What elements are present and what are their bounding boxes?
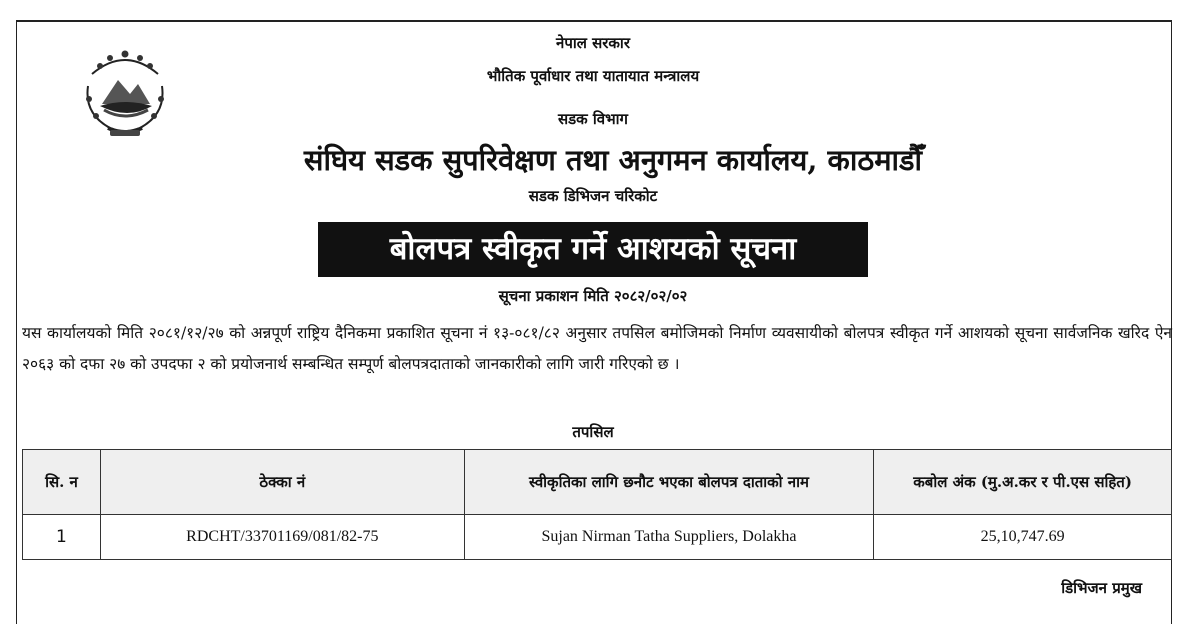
notice-body: यस कार्यालयको मिति २०८१/१२/२७ को अन्नपूर्ण राष्ट्रिय दैनिकमा प्रकाशित सूचना नं १३-०८१/८२ अनुसार तपसिल बमोजिमको निर्माण व्यवसायीको बोलपत्र स्वीकृत गर्ने आशयको सूचना सार्वजनिक खरिद ऐन २०६३ को दफा २७ को उपदफा २ को प्रयोजनार्थ सम्बन्धित सम्पूर्ण बोलपत्रदाताको जानकारीको लागि जारी गरिएको छ । <box>22 324 1172 373</box>
govt-name: नेपाल सरकार <box>556 34 630 52</box>
nepal-emblem-icon <box>80 44 170 144</box>
header-contract-no: ठेक्का नं <box>100 450 464 515</box>
publish-date: सूचना प्रकाशन मिति २०८२/०२/०२ <box>498 287 688 305</box>
cell-bidder-name: Sujan Nirman Tatha Suppliers, Dolakha <box>464 515 874 560</box>
table-header-row <box>23 450 1172 515</box>
award-table <box>22 449 1172 560</box>
cell-serial: 1 <box>23 515 101 560</box>
office-name: संघिय सडक सुपरिवेक्षण तथा अनुगमन कार्यालय, काठमाडौँ <box>303 143 923 177</box>
header-bidder-name: स्वीकृतिका लागि छनौट भएका बोलपत्र दाताको नाम <box>464 450 874 515</box>
header-serial: सि. न <box>23 450 101 515</box>
notice-title: बोलपत्र स्वीकृत गर्ने आशयको सूचना <box>318 222 868 277</box>
cell-contract-no: RDCHT/33701169/081/82-75 <box>100 515 464 560</box>
cell-bid-amount: 25,10,747.69 <box>874 515 1172 560</box>
table-row <box>23 515 1172 560</box>
signature-title: डिभिजन प्रमुख <box>1061 579 1142 597</box>
table-heading: तपसिल <box>572 423 614 441</box>
header-bid-amount: कबोल अंक (मु.अ.कर र पी.एस सहित) <box>874 450 1172 515</box>
department-name: सडक विभाग <box>557 110 628 128</box>
division-name: सडक डिभिजन चरिकोट <box>528 187 658 205</box>
ministry-name: भौतिक पूर्वाधार तथा यातायात मन्त्रालय <box>486 67 700 85</box>
